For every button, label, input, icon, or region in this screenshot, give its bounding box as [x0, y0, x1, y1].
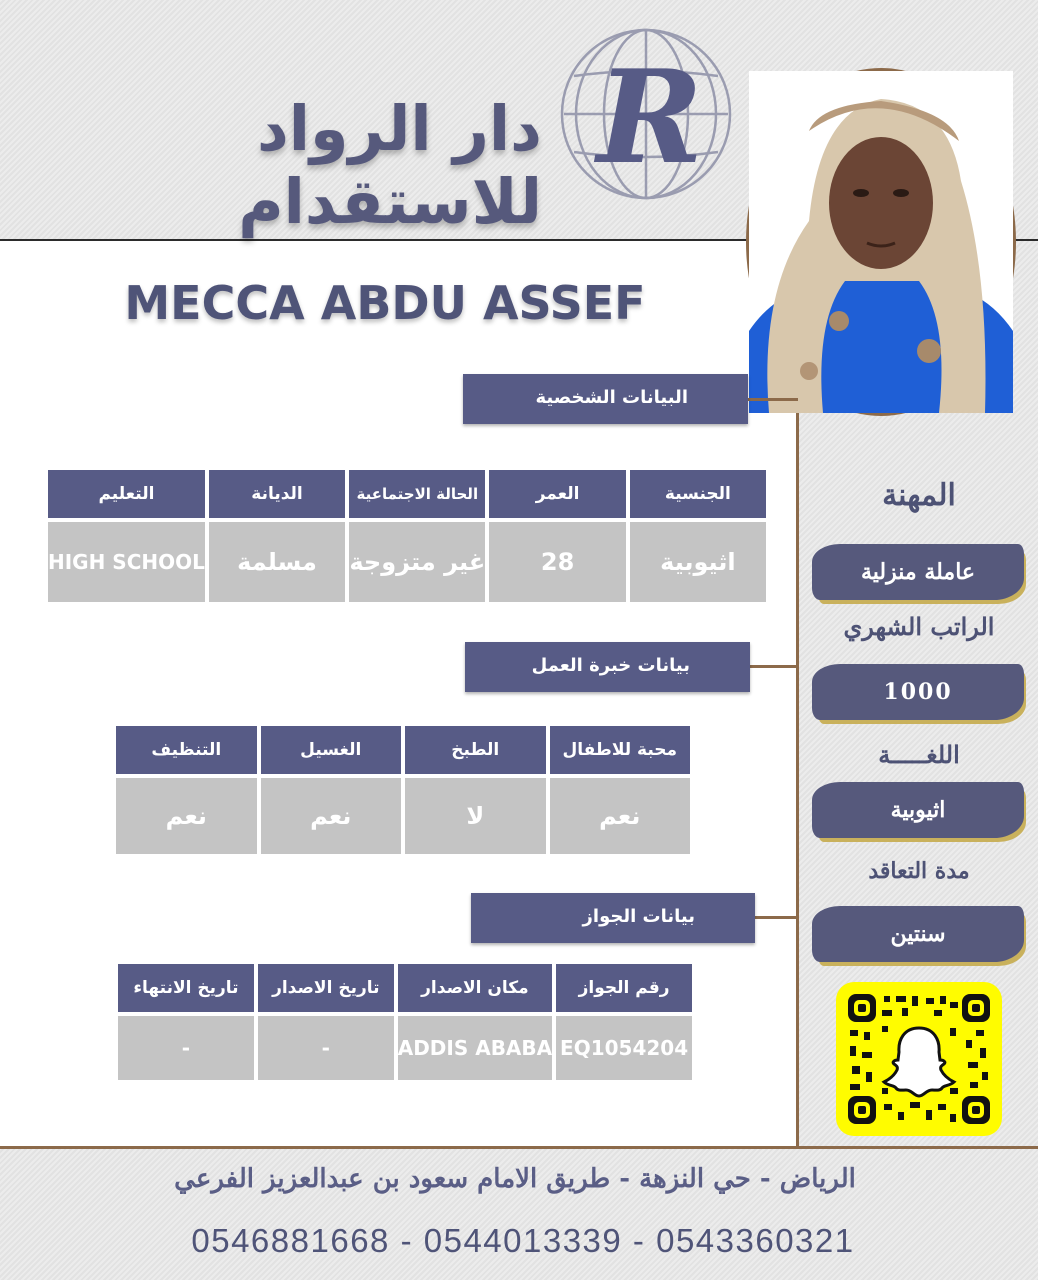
value-issue-date: - — [258, 1016, 394, 1080]
worker-name: MECCA ABDU ASSEF — [124, 276, 646, 330]
logo-letter: R — [596, 43, 704, 193]
section-connector — [748, 398, 798, 401]
section-title-personal: البيانات الشخصية — [463, 374, 748, 424]
salary-value: 1000 — [812, 664, 1024, 720]
value-cleaning: نعم — [116, 778, 257, 854]
contract-label: مدة التعاقد — [868, 858, 970, 884]
language-label: اللغـــــة — [878, 740, 960, 769]
section-title-experience: بيانات خبرة العمل — [465, 642, 750, 692]
section-connector — [750, 665, 798, 668]
value-marital-status: غير متزوجة — [349, 522, 485, 602]
value-religion: مسلمة — [209, 522, 345, 602]
company-name: دار الرواد للاستقدام — [238, 92, 542, 238]
header-education: التعليم — [48, 470, 205, 518]
experience-table — [116, 726, 690, 854]
section-connector — [755, 916, 798, 919]
phone-numbers[interactable]: 0546881668 - 0544013339 - 0543360321 — [191, 1222, 855, 1259]
profession-value: عاملة منزلية — [812, 544, 1024, 600]
header-marital-status: الحالة الاجتماعية — [349, 470, 485, 518]
worker-portrait-image — [749, 71, 1013, 413]
header-washing: الغسيل — [261, 726, 402, 774]
worker-photo — [746, 68, 1016, 416]
value-cooking: لا — [405, 778, 546, 854]
personal-table — [48, 470, 766, 602]
header-loves-children: محبة للاطفال — [550, 726, 691, 774]
value-expiry-date: - — [118, 1016, 254, 1080]
passport-table — [118, 964, 692, 1080]
header-expiry-date: تاريخ الانتهاء — [118, 964, 254, 1012]
header-issue-place: مكان الاصدار — [398, 964, 552, 1012]
header-cleaning: التنظيف — [116, 726, 257, 774]
value-issue-place: ADDIS ABABA — [398, 1016, 552, 1080]
value-education: HIGH SCHOOL — [48, 522, 205, 602]
snapchat-qr-code[interactable] — [836, 982, 1002, 1136]
footer-divider — [0, 1146, 1038, 1149]
qr-code-icon — [846, 992, 992, 1126]
header-age: العمر — [489, 470, 625, 518]
value-passport-number: EQ1054204 — [556, 1016, 692, 1080]
section-title-passport: بيانات الجواز — [471, 893, 755, 943]
value-loves-children: نعم — [550, 778, 691, 854]
contract-value: سنتين — [812, 906, 1024, 962]
globe-r-logo-icon — [558, 26, 734, 202]
value-washing: نعم — [261, 778, 402, 854]
salary-label: الراتب الشهري — [843, 612, 995, 641]
header-issue-date: تاريخ الاصدار — [258, 964, 394, 1012]
address-text: الرياض - حي النزهة - طريق الامام سعود بن عبدالعزيز الفرعي — [174, 1164, 856, 1194]
value-age: 28 — [489, 522, 625, 602]
header-religion: الديانة — [209, 470, 345, 518]
header-passport-number: رقم الجواز — [556, 964, 692, 1012]
value-nationality: اثيوبية — [630, 522, 766, 602]
header-cooking: الطبخ — [405, 726, 546, 774]
header-nationality: الجنسية — [630, 470, 766, 518]
profession-label: المهنة — [882, 478, 956, 513]
language-value: اثيوبية — [812, 782, 1024, 838]
